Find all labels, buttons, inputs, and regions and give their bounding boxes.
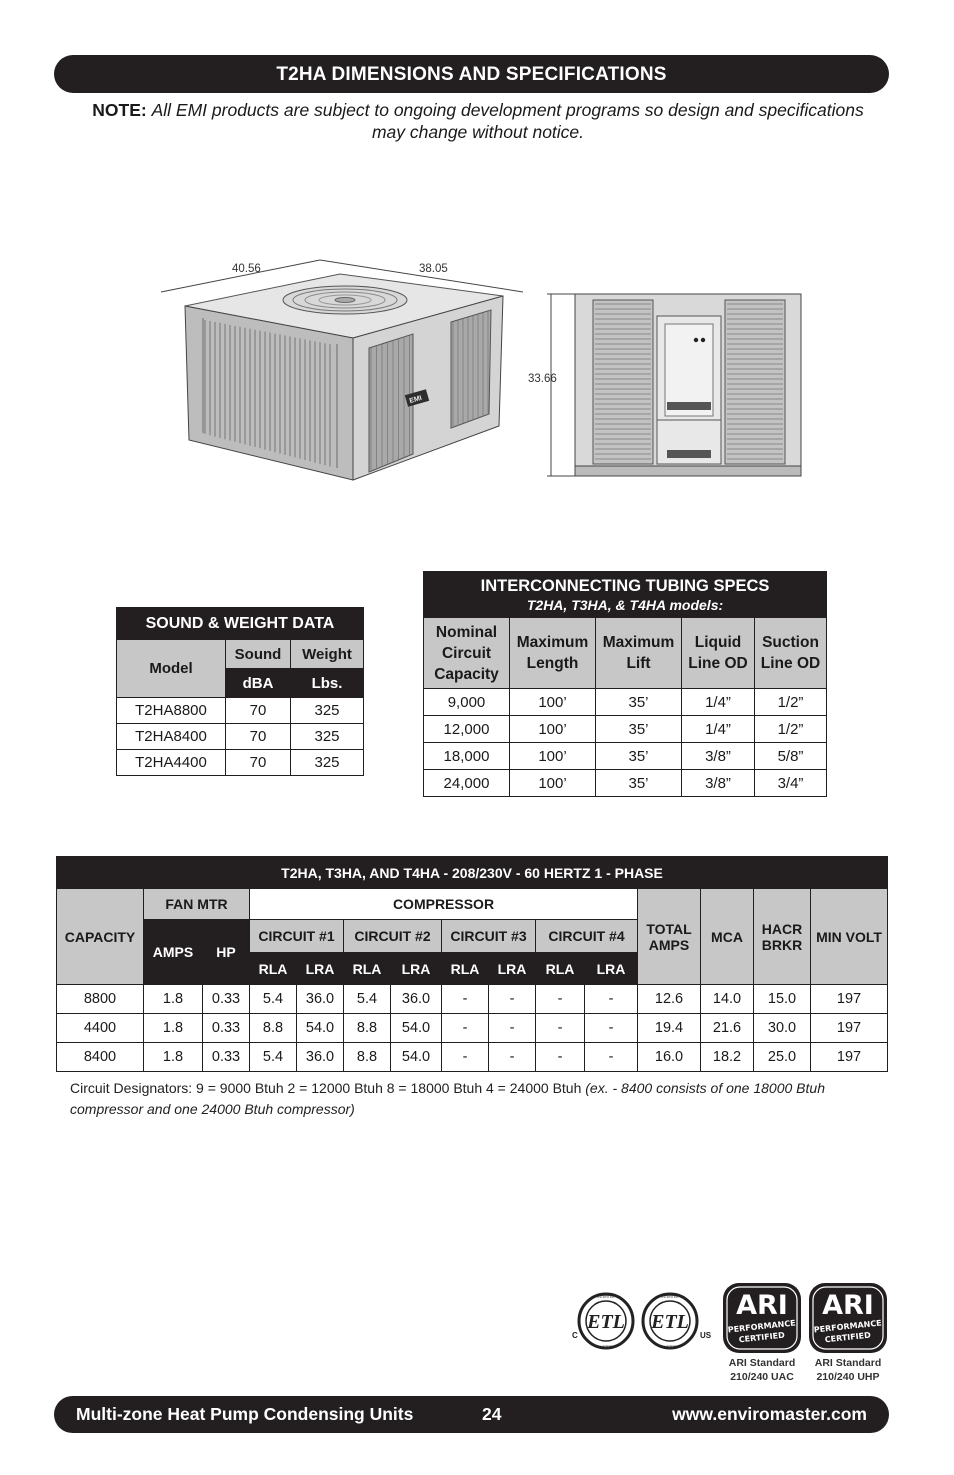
col-min-volt-header: MIN VOLT <box>811 889 888 985</box>
cell: 15.0 <box>754 985 811 1014</box>
cell: 5/8” <box>755 743 827 770</box>
ari-line1-text: PERFORMANCE <box>727 1318 797 1335</box>
lra-header: LRA <box>585 953 638 985</box>
col-compressor-header: COMPRESSOR <box>250 889 638 920</box>
cell: - <box>585 1043 638 1072</box>
cell: - <box>585 1014 638 1043</box>
cell: 18.2 <box>701 1043 754 1072</box>
cell: 36.0 <box>391 985 442 1014</box>
cell: 12,000 <box>424 716 510 743</box>
ari-uhp-caption <box>808 1356 888 1384</box>
rla-header: RLA <box>536 953 585 985</box>
footer-url[interactable]: www.enviromaster.com <box>672 1404 867 1424</box>
note-label: NOTE: <box>92 100 147 120</box>
cell: 19.4 <box>638 1014 701 1043</box>
cell-model: T2HA8800 <box>117 698 226 724</box>
cell: 35’ <box>596 770 682 797</box>
cell: 35’ <box>596 689 682 716</box>
ari-uhp-standard: ARI Standard <box>814 1357 882 1369</box>
cell: 5.4 <box>344 985 391 1014</box>
cell: 1/4” <box>682 716 755 743</box>
cell: - <box>442 985 489 1014</box>
cell: 0.33 <box>203 1043 250 1072</box>
ari-uac-code: 210/240 UAC <box>730 1371 794 1383</box>
ari-uhp-code: 210/240 UHP <box>816 1371 880 1383</box>
cell: 54.0 <box>297 1014 344 1043</box>
col-amps-header: AMPS <box>144 920 203 985</box>
cell: 21.6 <box>701 1014 754 1043</box>
etl-mark-text: ETL <box>651 1311 689 1333</box>
cell: 35’ <box>596 716 682 743</box>
col-sound-header: Sound <box>226 640 291 669</box>
electrical-title: T2HA, T3HA, AND T4HA - 208/230V - 60 HERTZ 1 - PHASE <box>57 857 888 889</box>
ari-line2-text: CERTIFIED <box>738 1330 786 1345</box>
cell: 14.0 <box>701 985 754 1014</box>
col-length-header: Maximum Length <box>510 618 596 689</box>
cell: 1/2” <box>755 689 827 716</box>
cell: - <box>536 1043 585 1072</box>
etl-top-text: INTERTEK <box>661 1295 679 1299</box>
table-row <box>424 689 827 716</box>
col-suction-header: Suction Line OD <box>755 618 827 689</box>
cell-sound: 70 <box>226 698 291 724</box>
cell: 197 <box>811 985 888 1014</box>
col-mca-header: MCA <box>701 889 754 985</box>
cell: - <box>585 985 638 1014</box>
cell: 30.0 <box>754 1014 811 1043</box>
cell: 36.0 <box>297 1043 344 1072</box>
cell-sound: 70 <box>226 750 291 776</box>
cell: 100’ <box>510 689 596 716</box>
cell: 3/8” <box>682 770 755 797</box>
footer-product-line: Multi-zone Heat Pump Condensing Units <box>76 1404 414 1424</box>
cell-weight: 325 <box>291 750 364 776</box>
circuit-footnote <box>70 1078 860 1120</box>
cell: 1.8 <box>144 985 203 1014</box>
table-row <box>424 770 827 797</box>
cell: 0.33 <box>203 1014 250 1043</box>
cell: 12.6 <box>638 985 701 1014</box>
rla-header: RLA <box>344 953 391 985</box>
cell: 8400 <box>57 1043 144 1072</box>
ari-line2-text: CERTIFIED <box>824 1330 872 1345</box>
cell: - <box>489 1043 536 1072</box>
ari-uac-caption <box>722 1356 802 1384</box>
circuit-3-header: CIRCUIT #3 <box>442 920 536 953</box>
etl-bottom-text: LISTED <box>663 1345 677 1349</box>
page-number: 24 <box>482 1404 502 1424</box>
cell: - <box>442 1043 489 1072</box>
col-lift-header: Maximum Lift <box>596 618 682 689</box>
ari-uac-standard: ARI Standard <box>728 1357 796 1369</box>
sound-weight-title: SOUND & WEIGHT DATA <box>117 608 364 640</box>
cell: 100’ <box>510 770 596 797</box>
col-hp-header: HP <box>203 920 250 985</box>
etl-c-listed-logo <box>568 1290 636 1352</box>
footnote-example: (ex. - 8400 consists of one 18000 Btuh compressor and one 24000 Btuh compressor) <box>70 1080 825 1117</box>
etl-us-text: US <box>700 1331 712 1340</box>
cell: 25.0 <box>754 1043 811 1072</box>
col-hacr-header: HACR BRKR <box>754 889 811 985</box>
cell: - <box>536 1014 585 1043</box>
cell: - <box>489 1014 536 1043</box>
col-fan-motor-header: FAN MTR <box>144 889 250 920</box>
cell: - <box>536 985 585 1014</box>
section-title: T2HA DIMENSIONS AND SPECIFICATIONS <box>276 64 667 85</box>
dimension-depth: 38.05 <box>419 263 448 275</box>
cell: 3/4” <box>755 770 827 797</box>
tubing-subtitle: T2HA, T3HA, & T4HA models: <box>424 596 827 618</box>
disclaimer-note <box>90 99 866 143</box>
table-row <box>57 1043 888 1072</box>
table-row <box>117 750 364 776</box>
cell: 5.4 <box>250 1043 297 1072</box>
cell: 9,000 <box>424 689 510 716</box>
section-header <box>54 55 889 93</box>
cell: - <box>442 1014 489 1043</box>
ari-uhp-logo <box>808 1282 888 1354</box>
cell: 5.4 <box>250 985 297 1014</box>
tubing-specs-table <box>423 571 827 797</box>
circuit-1-header: CIRCUIT #1 <box>250 920 344 953</box>
cell: 3/8” <box>682 743 755 770</box>
cell-model: T2HA8400 <box>117 724 226 750</box>
lra-header: LRA <box>489 953 536 985</box>
cell: 54.0 <box>391 1014 442 1043</box>
dimension-height: 33.66 <box>528 373 557 385</box>
etl-mark-text: ETL <box>587 1311 625 1333</box>
table-row <box>424 743 827 770</box>
cell: 100’ <box>510 743 596 770</box>
footnote-text: Circuit Designators: 9 = 9000 Btuh 2 = 12000 Btuh 8 = 18000 Btuh 4 = 24000 Btuh <box>70 1080 586 1096</box>
circuit-4-header: CIRCUIT #4 <box>536 920 638 953</box>
lra-header: LRA <box>391 953 442 985</box>
dimension-width: 40.56 <box>232 263 261 275</box>
unit-isometric-drawing <box>155 258 530 483</box>
cell: 197 <box>811 1043 888 1072</box>
cell: 18,000 <box>424 743 510 770</box>
table-row <box>57 1014 888 1043</box>
table-row <box>424 716 827 743</box>
circuit-2-header: CIRCUIT #2 <box>344 920 442 953</box>
etl-c-text: C <box>572 1331 578 1340</box>
cell: 36.0 <box>297 985 344 1014</box>
cell: 16.0 <box>638 1043 701 1072</box>
tubing-title: INTERCONNECTING TUBING SPECS <box>424 572 827 597</box>
table-row <box>117 724 364 750</box>
cell: 8.8 <box>344 1043 391 1072</box>
cell: 0.33 <box>203 985 250 1014</box>
col-liquid-header: Liquid Line OD <box>682 618 755 689</box>
ari-uac-logo <box>722 1282 802 1354</box>
unit-badge-text: EMI <box>408 394 423 406</box>
etl-top-text: INTERTEK <box>597 1295 615 1299</box>
note-text: All EMI products are subject to ongoing development programs so design and specifications may change without notice. <box>151 100 864 142</box>
page-footer <box>54 1396 889 1433</box>
ari-mark-text: ARI <box>822 1290 874 1321</box>
unit-weight: Lbs. <box>291 669 364 698</box>
col-weight-header: Weight <box>291 640 364 669</box>
etl-bottom-text: LISTED <box>599 1345 613 1349</box>
col-model-header: Model <box>117 640 226 698</box>
sound-weight-table <box>116 607 364 776</box>
ari-line1-text: PERFORMANCE <box>813 1318 883 1335</box>
cell: 24,000 <box>424 770 510 797</box>
cell: 8.8 <box>250 1014 297 1043</box>
cell-sound: 70 <box>226 724 291 750</box>
cell-weight: 325 <box>291 724 364 750</box>
cell: 4400 <box>57 1014 144 1043</box>
cell: 100’ <box>510 716 596 743</box>
unit-front-view-drawing <box>545 290 810 482</box>
cell: 1/2” <box>755 716 827 743</box>
cell-model: T2HA4400 <box>117 750 226 776</box>
cell-weight: 325 <box>291 698 364 724</box>
cell: 8800 <box>57 985 144 1014</box>
rla-header: RLA <box>250 953 297 985</box>
lra-header: LRA <box>297 953 344 985</box>
cell: 8.8 <box>344 1014 391 1043</box>
table-row <box>117 698 364 724</box>
cell: 35’ <box>596 743 682 770</box>
cell: 54.0 <box>391 1043 442 1072</box>
unit-sound: dBA <box>226 669 291 698</box>
col-capacity-header: Nominal Circuit Capacity <box>424 618 510 689</box>
cell: 197 <box>811 1014 888 1043</box>
etl-us-listed-logo <box>640 1290 716 1352</box>
table-row <box>57 985 888 1014</box>
cell: 1/4” <box>682 689 755 716</box>
cell: 1.8 <box>144 1043 203 1072</box>
ari-mark-text: ARI <box>736 1290 788 1321</box>
cell: 1.8 <box>144 1014 203 1043</box>
cell: - <box>489 985 536 1014</box>
col-total-amps-header: TOTAL AMPS <box>638 889 701 985</box>
rla-header: RLA <box>442 953 489 985</box>
col-capacity-header: CAPACITY <box>57 889 144 985</box>
electrical-data-table <box>56 856 888 1072</box>
